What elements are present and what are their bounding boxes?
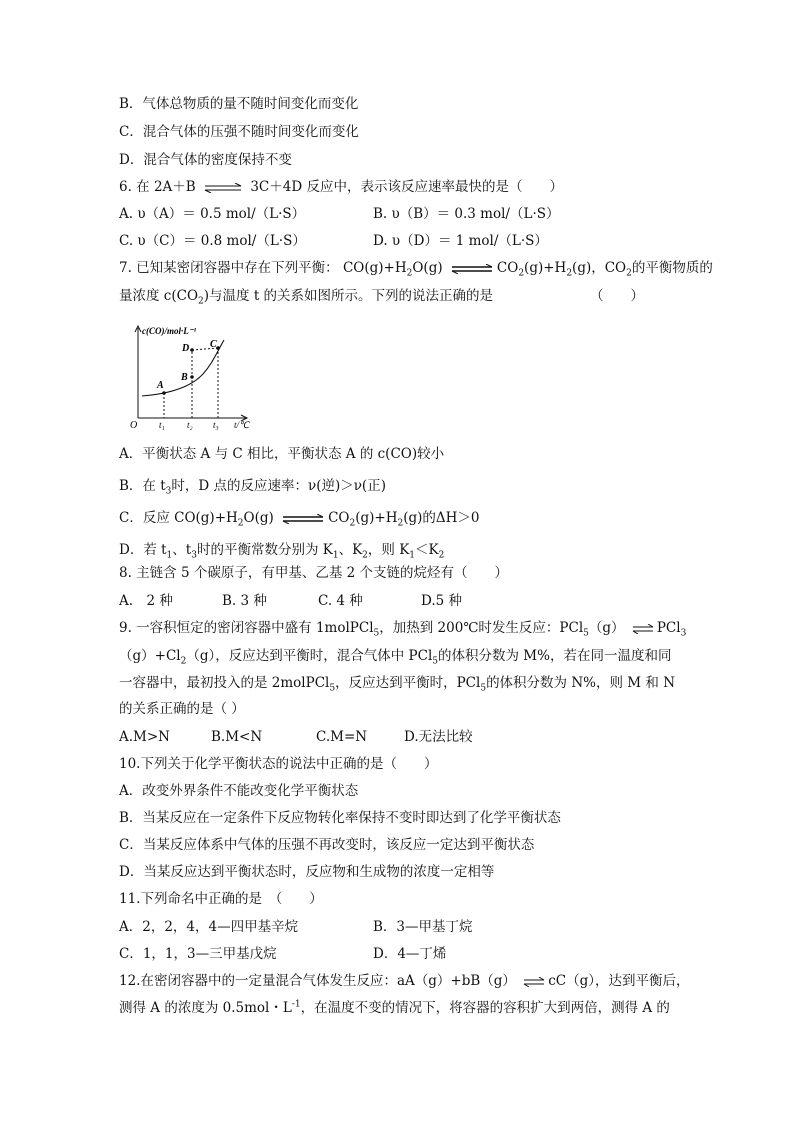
graph-origin: O — [130, 420, 138, 430]
q9-line1: 9. 一容积恒定的密闭容器中盛有 1molPCl$_5$，加热到 200℃时发生反应：PCl$_5$（g） PCl$_3$ — [119, 620, 687, 639]
q8-stem: 8. 主链含 5 个碳原子，有甲基、乙基 2 个支链的烷烃有（ ） — [119, 565, 509, 581]
q10-option-b: B．当某反应在一定条件下反应物转化率保持不变时即达到了化学平衡状态 — [119, 810, 561, 826]
label-c: C — [210, 339, 217, 350]
q9-line3: 一容器中，最初投入的是 2molPCl$_5$，反应达到平衡时，PCl$_5$的体积分数为 N%，则 M 和 N — [119, 675, 676, 694]
q9-option-b: B.M<N — [211, 729, 263, 745]
q11-option-d: D．4—丁烯 — [373, 946, 447, 962]
q11-option-c: C．1，1，3—三甲基戊烷 — [119, 946, 277, 962]
q9-line4: 的关系正确的是（ ） — [119, 701, 245, 717]
tick-t3: t₃ — [213, 420, 219, 430]
point-b — [190, 375, 194, 379]
q10-option-c: C．当某反应体系中气体的压强不再改变时，该反应一定达到平衡状态 — [119, 837, 535, 853]
q7-concentration-temperature-graph — [128, 322, 260, 430]
q8-option-b: B. 3 种 — [222, 593, 267, 609]
tick-t2: t₂ — [187, 420, 193, 430]
q11-stem: 11.下列命名中正确的是 （ ） — [119, 891, 323, 907]
q6-option-d: D. υ（D）＝ 1 mol/（L·S） — [373, 233, 548, 249]
point-d — [190, 348, 194, 352]
q9-line2: $(g)+Cl_2(g)$，反应达到平衡时，混合气体中 PCl$_5$的体积分数为 M%，若在同一温度和同 — [119, 648, 672, 667]
q9-option-c: C.M=N — [316, 729, 368, 745]
q10-option-d: D．当某反应达到平衡状态时，反应物和生成物的浓度一定相等 — [119, 864, 495, 880]
q5-option-d: D．混合气体的密度保持不变 — [119, 152, 292, 168]
q9-option-d: D.无法比较 — [404, 729, 473, 745]
q8-option-d: D.5 种 — [421, 593, 463, 609]
q7-stem-line2: 量浓度 $c(CO_2)$与温度 t 的关系如图所示。下列的说法正确的是 — [119, 288, 494, 307]
q6-option-b: B. υ（B）＝ 0.3 mol/（L·S） — [373, 206, 560, 222]
label-b: B — [181, 372, 188, 383]
q7-stem-line1: 7. 已知某密闭容器中存在下列平衡： $CO(g)+H_2O(g)$ $CO_2(g)+H_2(g)$，$CO_2$的平衡物质的 — [119, 260, 713, 279]
q11-option-b: B．3—甲基丁烷 — [373, 919, 473, 935]
equilibrium-arrow-icon — [203, 183, 243, 193]
q12-line1: 12.在密闭容器中的一定量混合气体发生反应：aA（g）+bB（g） cC（g），达到平衡后， — [119, 973, 690, 989]
q9-option-a: A.M>N — [119, 729, 170, 745]
reversible-arrow-icon — [632, 624, 654, 634]
q7-option-b: B．在 $t_3$时，D 点的反应速率：ν(逆)＞ν(正) — [119, 478, 386, 497]
q5-option-c: C．混合气体的压强不随时间变化而变化 — [119, 124, 359, 140]
q10-option-a: A．改变外界条件不能改变化学平衡状态 — [119, 783, 359, 799]
graph-ylabel: c(CO)/mol·L⁻¹ — [142, 326, 197, 336]
q12-line2: 测得 A 的浓度为 0.5mol・$L^{-1}$，在温度不变的情况下，将容器的容积扩大到两倍，测得 A 的 — [119, 999, 670, 1016]
point-a — [162, 391, 166, 395]
q7-option-a: A．平衡状态 A 与 C 相比，平衡状态 A 的 c(CO)较小 — [119, 446, 445, 462]
q7-option-d: D．若 $t_1$、$t_3$时的平衡常数分别为 $K_1$、$K_2$，则 $K_1<K_2$ — [119, 542, 445, 561]
q7-option-c: C．反应 $CO(g)+H_2O(g)$ $CO_2(g)+H_2(g)$的ΔH＞0 — [119, 510, 480, 529]
label-d: D — [182, 343, 190, 354]
point-c — [216, 346, 220, 350]
q7-answer-bracket: （ ） — [590, 288, 644, 304]
tick-t1: t₁ — [159, 420, 165, 430]
q10-stem: 10.下列关于化学平衡状态的说法中正确的是（ ） — [119, 756, 438, 772]
label-a: A — [157, 380, 164, 391]
graph-xlabel: t/℃ — [234, 420, 250, 430]
equilibrium-arrow-icon — [450, 264, 494, 274]
equilibrium-arrow-icon — [281, 514, 325, 524]
q6-option-c: C. υ（C）＝ 0.8 mol/（L·S） — [119, 233, 306, 249]
q5-option-b: B．气体总物质的量不随时间变化而变化 — [119, 96, 359, 112]
q6-option-a: A. υ（A）＝ 0.5 mol/（L·S） — [119, 206, 306, 222]
q8-option-c: C. 4 种 — [318, 593, 363, 609]
reversible-arrow-icon — [523, 977, 545, 987]
q8-option-a: A. 2 种 — [119, 593, 173, 609]
q6-stem: 6. 在 2A＋B 3C＋4D 反应中，表示该反应速率最快的是（ ） — [119, 179, 563, 195]
q11-option-a: A．2，2，4，4—四甲基辛烷 — [119, 919, 299, 935]
